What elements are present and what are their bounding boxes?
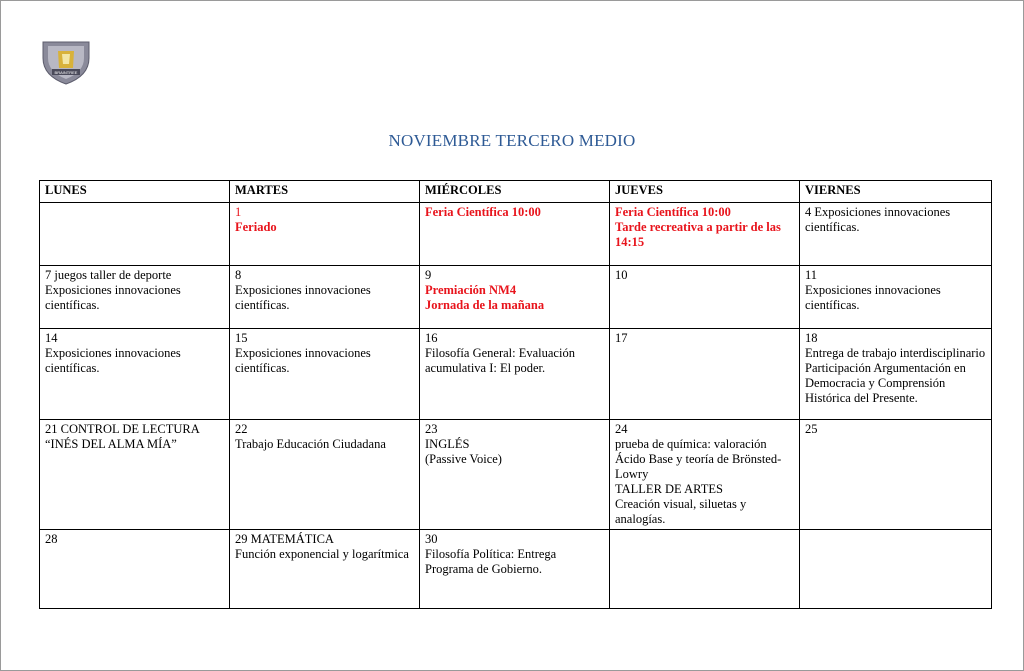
week-row-2 xyxy=(40,266,992,329)
day-cell-23 xyxy=(420,420,610,530)
day-cell-28 xyxy=(40,530,230,609)
day-cell-3 xyxy=(610,203,800,266)
day-cell-11 xyxy=(800,266,992,329)
event-text: prueba de química: valoración Ácido Base y teoría de Brönsted-Lowry xyxy=(615,437,782,481)
day-number: 15 xyxy=(235,331,248,345)
day-cell-17 xyxy=(610,329,800,420)
school-crest-logo xyxy=(40,38,92,86)
event-feria-cientifica: Feria Científica 10:00 xyxy=(425,205,541,219)
day-number: 28 xyxy=(45,532,58,546)
day-cell-30 xyxy=(420,530,610,609)
header-martes: MARTES xyxy=(230,181,420,203)
week-row-4 xyxy=(40,420,992,530)
week-row-1 xyxy=(40,203,992,266)
week-row-5 xyxy=(40,530,992,609)
event-text: Filosofía Política: Entrega Programa de Gobierno. xyxy=(425,547,557,576)
day-number: 1 xyxy=(235,205,242,219)
day-cell-empty xyxy=(610,530,800,609)
page-title: NOVIEMBRE TERCERO MEDIO xyxy=(388,131,636,150)
event-text: Función exponencial y logarítmica xyxy=(235,547,409,561)
day-cell-18 xyxy=(800,329,992,420)
calendar-table xyxy=(39,180,992,609)
event-premiacion: Premiación NM4 xyxy=(425,283,517,297)
event-text: Exposiciones innovaciones científicas. xyxy=(235,346,371,375)
day-cell-empty xyxy=(800,530,992,609)
day-number: 22 xyxy=(235,422,248,436)
event-feriado: Feriado xyxy=(235,220,277,234)
header-row xyxy=(40,181,992,203)
day-cell-1 xyxy=(230,203,420,266)
event-text: 21 CONTROL DE LECTURA “INÉS DEL ALMA MÍA” xyxy=(45,422,200,451)
event-text: Exposiciones innovaciones científicas. xyxy=(45,346,181,375)
day-cell-16 xyxy=(420,329,610,420)
event-text: 4 Exposiciones innovaciones científicas. xyxy=(805,205,951,234)
day-number: 30 xyxy=(425,532,438,546)
week-row-3 xyxy=(40,329,992,420)
day-cell-22 xyxy=(230,420,420,530)
event-jornada: Jornada de la mañana xyxy=(425,298,545,312)
logo-banner-text: BRAINTREE xyxy=(54,70,78,75)
day-number: 11 xyxy=(805,268,818,282)
event-text: Creación visual, siluetas y analogías. xyxy=(615,497,747,526)
event-text: Exposiciones innovaciones científicas. xyxy=(235,283,371,312)
day-cell-7 xyxy=(40,266,230,329)
day-number: 10 xyxy=(615,268,628,282)
day-number: 9 xyxy=(425,268,432,282)
day-cell-9 xyxy=(420,266,610,329)
event-text: INGLÉS xyxy=(425,437,470,451)
event-text: 7 juegos taller de deporte xyxy=(45,268,172,282)
day-cell-2 xyxy=(420,203,610,266)
day-cell-4 xyxy=(800,203,992,266)
event-text: Trabajo Educación Ciudadana xyxy=(235,437,386,451)
day-number: 18 xyxy=(805,331,818,345)
day-cell-8 xyxy=(230,266,420,329)
day-number: 16 xyxy=(425,331,438,345)
day-number: 17 xyxy=(615,331,628,345)
event-text: (Passive Voice) xyxy=(425,452,502,466)
day-number: 25 xyxy=(805,422,818,436)
event-text: Exposiciones innovaciones científicas. xyxy=(45,283,181,312)
day-number: 8 xyxy=(235,268,242,282)
day-number: 24 xyxy=(615,422,628,436)
day-cell-empty xyxy=(40,203,230,266)
day-cell-25 xyxy=(800,420,992,530)
event-text: Entrega de trabajo interdisciplinario Participación Argumentación en Democracia y Comprensión Histórica del Presente. xyxy=(805,346,986,405)
day-cell-10 xyxy=(610,266,800,329)
header-jueves: JUEVES xyxy=(610,181,800,203)
event-text: Exposiciones innovaciones científicas. xyxy=(805,283,941,312)
event-tarde-recreativa: Tarde recreativa a partir de las 14:15 xyxy=(615,220,781,249)
header-lunes: LUNES xyxy=(40,181,230,203)
day-number: 14 xyxy=(45,331,58,345)
header-miercoles: MIÉRCOLES xyxy=(420,181,610,203)
day-cell-14 xyxy=(40,329,230,420)
day-cell-29 xyxy=(230,530,420,609)
day-number: 23 xyxy=(425,422,438,436)
event-text: TALLER DE ARTES xyxy=(615,482,723,496)
event-text: Filosofía General: Evaluación acumulativa I: El poder. xyxy=(425,346,575,375)
event-text: 29 MATEMÁTICA xyxy=(235,532,334,546)
header-viernes: VIERNES xyxy=(800,181,992,203)
day-cell-21 xyxy=(40,420,230,530)
event-feria-cientifica: Feria Científica 10:00 xyxy=(615,205,731,219)
day-cell-24 xyxy=(610,420,800,530)
day-cell-15 xyxy=(230,329,420,420)
